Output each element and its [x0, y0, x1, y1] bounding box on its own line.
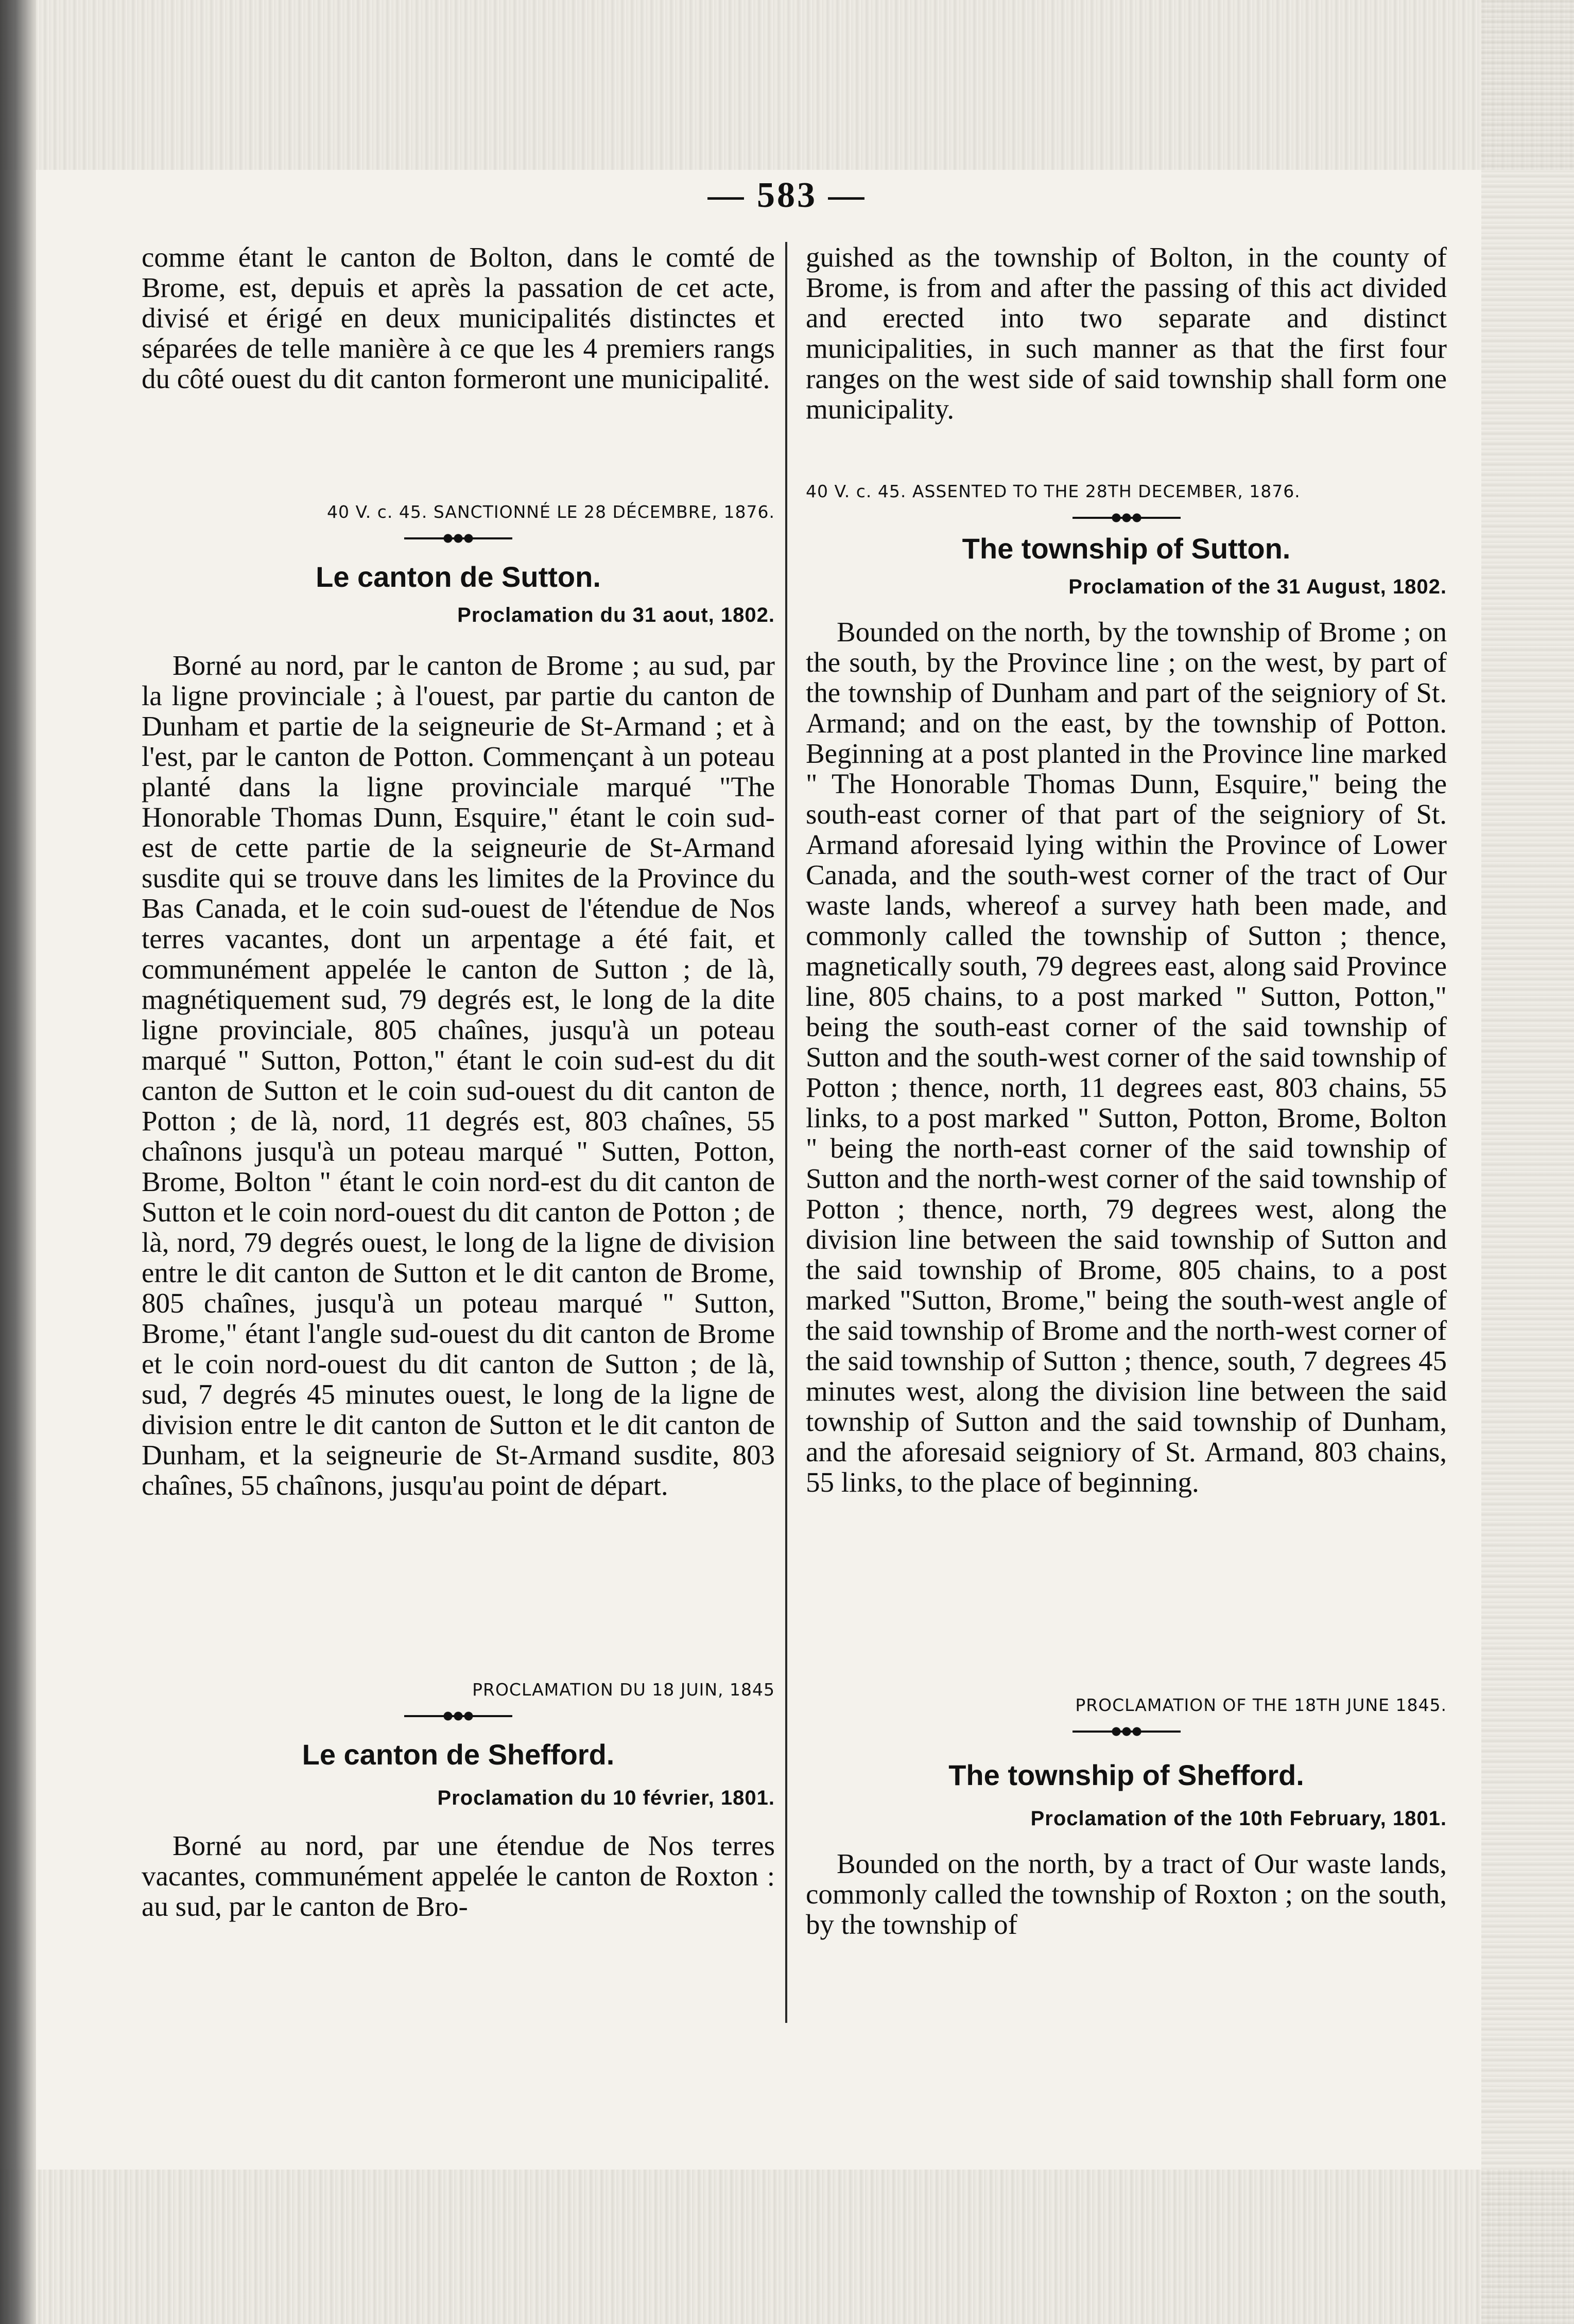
sutton-body-fr: Borné au nord, par le canton de Brome ; au sud, par la ligne provinciale ; à l'ouest, par partie du canton de Dunham et partie de la seigneurie de St-Armand ; et à l'est, par le canton de Potton. Commençant à un poteau planté dans la ligne provinciale marqué "The Honorable Thomas Dunn, Esquire," étant le coin sud-est de cette partie de la seigneurie de St-Armand susdite qui se trouve dans les limites de la Province du Bas Canada, et le coin sud-ouest de l'étendue de Nos terres vacantes, dont un arpentage a été fait, et communément appelée le canton de Sutton ; de là, magnétiquement sud, 79 degrés est, le long de la dite ligne provinciale, 805 chaînes, jusqu'à un poteau marqué " Sutton, Potton," étant le coin sud-est du dit canton de Sutton et le coin sud-ouest du dit canton de Potton ; de là, nord, 11 degrés est, 803 chaînes, 55 chaînons jusqu'à un poteau marqué " Sutten, Potton, Brome, Bolton " étant le coin nord-est du dit canton de Sutton et le coin nord-ouest du dit canton de Potton ; de là, nord, 79 degrés ouest, le long de la ligne de division entre le dit canton de Sutton et le dit canton de Brome, 805 chaînes, jusqu'à un poteau marqué " Sutton, Brome," étant l'angle sud-ouest du dit canton de Brome et le coin nord-ouest du dit canton de Sutton ; de là, sud, 7 degrés 45 minutes ouest, le long de la ligne de division entre le dit canton de Sutton et le dit canton de Dunham, et la seigneurie de St-Armand susdite, 803 chaînes, 55 chaînons, jusqu'au point de départ. — [142, 650, 775, 1501]
sutton-proclamation-en: Proclamation of the 31 August, 1802. — [1068, 575, 1447, 598]
bolton-citation-en: 40 V. c. 45. ASSENTED TO THE 28TH DECEMBER, 1876. — [806, 481, 1301, 501]
english-column — [806, 242, 1447, 1939]
french-column — [142, 242, 775, 1921]
shefford-title-fr: Le canton de Shefford. — [302, 1738, 615, 1771]
column-divider — [785, 242, 787, 2023]
shefford-title-en: The township of Shefford. — [948, 1759, 1304, 1791]
shefford-body-fr: Borné au nord, par une étendue de Nos terres vacantes, communément appelée le canton de Roxton : au sud, par le canton de Bro- — [142, 1830, 775, 1922]
bolton-tail-en: guished as the township of Bolton, in the county of Brome, is from and after the passing of this act divided and erected into two separate and distinct municipalities, in such manner as that the first four ranges on the west side of said township shall form one municipality. — [806, 241, 1447, 425]
adjacent-page-edge — [0, 0, 36, 2324]
bolton-tail-fr: comme étant le canton de Bolton, dans le comté de Brome, est, depuis et après la passation de cet acte, divisé et érigé en deux municipalités distinctes et séparées de telle manière à ce que les 4 premiers rangs du côté ouest du dit canton formeront une municipalité. — [142, 241, 775, 394]
section-rule — [1073, 517, 1181, 519]
sutton-title-en: The township of Sutton. — [962, 532, 1291, 565]
sutton-proclamation-fr: Proclamation du 31 aout, 1802. — [457, 604, 775, 626]
sutton-citation-fr: PROCLAMATION DU 18 JUIN, 1845 — [472, 1680, 775, 1700]
shefford-proclamation-en: Proclamation of the 10th February, 1801. — [1030, 1807, 1447, 1830]
section-rule — [404, 537, 512, 539]
section-rule — [404, 1715, 512, 1717]
sutton-citation-en: PROCLAMATION OF THE 18TH JUNE 1845. — [1075, 1695, 1447, 1715]
scan-noise-top — [0, 0, 1574, 170]
page-number: — 583 — — [707, 176, 867, 215]
section-rule — [1073, 1731, 1181, 1733]
sutton-body-en: Bounded on the north, by the township of Brome ; on the south, by the Province line ; on the west, by part of the township of Dunham and part of the seigniory of St. Armand; and on the east, by the township of Potton. Beginning at a post planted in the Province line marked " The Honorable Thomas Dunn, Esquire," being the south-east corner of that part of the seigniory of St. Armand aforesaid lying within the Province of Lower Canada, and the south-west corner of the tract of Our waste lands, whereof a survey hath been made, and commonly called the township of Sutton ; thence, magnetically south, 79 degrees east, along said Province line, 805 chains, to a post marked " Sutton, Potton," being the south-east corner of the said township of Sutton and the south-west corner of the said township of Potton ; thence, north, 11 degrees east, 803 chains, 55 links, to a post marked " Sutton, Potton, Brome, Bolton " being the north-east corner of the said township of Sutton and the north-west corner of the said township of Potton ; thence, north, 79 degrees west, along the division line between the said township of Sutton and the said township of Brome, 805 chains, to a post marked "Sutton, Brome," being the south-west angle of the said township of Brome and the north-west corner of the said township of Sutton ; thence, south, 7 degrees 45 minutes west, along the division line between the said township of Sutton and the said township of Dunham, and the aforesaid seigniory of St. Armand, 803 chains, 55 links, to the place of beginning. — [806, 616, 1447, 1498]
sutton-title-fr: Le canton de Sutton. — [316, 561, 601, 593]
shefford-proclamation-fr: Proclamation du 10 février, 1801. — [437, 1787, 775, 1809]
scan-noise-right — [1481, 0, 1574, 2324]
bolton-citation-fr: 40 V. c. 45. SANCTIONNÉ LE 28 DÉCEMBRE, 1876. — [326, 502, 775, 522]
shefford-body-en: Bounded on the north, by a tract of Our waste lands, commonly called the township of Roxton ; on the south, by the township of — [806, 1848, 1447, 1940]
scan-noise-bottom — [0, 2170, 1574, 2324]
